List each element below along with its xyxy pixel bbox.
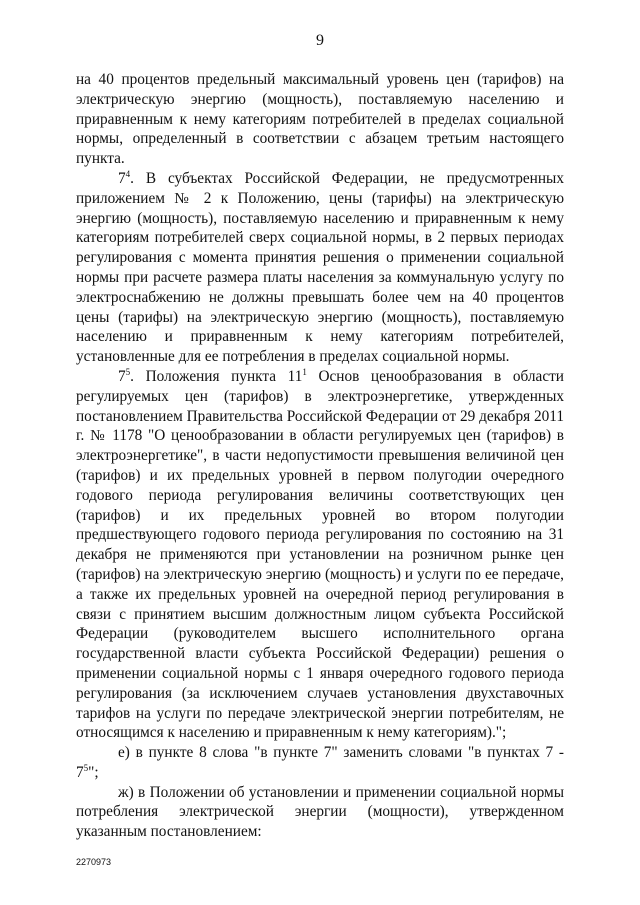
paragraph-text-b: "; bbox=[88, 763, 99, 781]
item-number: 7 bbox=[118, 367, 126, 385]
paragraph-text-b: Основ ценообразования в области регулируемых цен (тарифов) в электроэнергетике, утвержденных постановлением Правительства Российской Федерации от 29 декабря 2011 г. № 1178 "О ценообразовании в области регулируемых цен (тарифов) в электроэнергетике", в части недопустимости превышения величиной цен (тарифов) и их предельных уровней в первом полугодии очередного годового периода регулирования величины соответствующих цен (тарифов) и их предельных уровней во втором полугодии предшествующего годового периода регулирования по состоянию на 31 декабря не применяются при установлении на розничном рынке цен (тарифов) на электрическую энергию (мощность) и услуги по ее передаче, а также их предельных уровней на очередной период регулирования в связи с принятием высшим должностным лицом субъекта Российской Федерации (руководителем высшего исполнительного органа государственной власти субъекта Российской Федерации) решения о применении социальной нормы с 1 января очередного годового периода регулирования (за исключением случаев установления двухставочных тарифов на услуги по передаче электрической энергии потребителям, не относящимся к населению и приравненным к нему категориям)."; bbox=[76, 367, 564, 742]
paragraph-item-7-4 bbox=[76, 169, 564, 367]
paragraph-continuation: на 40 процентов предельный максимальный уровень цен (тарифов) на электрическую энергию (мощность), поставляемую населению и приравненным к нему категориям потребителей в пределах социальной нормы, определенный в соответствии с абзацем третьим настоящего пункта. bbox=[76, 71, 564, 168]
paragraph-text-a: . Положения пункта 11 bbox=[130, 367, 303, 385]
item-superscript: 5 bbox=[83, 762, 89, 773]
paragraph-item-7-5 bbox=[76, 367, 564, 743]
item-superscript: 4 bbox=[125, 168, 131, 179]
document-id: 2270973 bbox=[76, 857, 112, 867]
paragraph-subitem-zh: ж) в Положении об установлении и применении социальной нормы потребления электрической энергии (мощности), утвержденном указанным постановлением: bbox=[76, 783, 564, 841]
paragraph-text-a: е) в пункте 8 слова "в пункте 7" заменить словами "в пунктах 7 - 7 bbox=[76, 744, 564, 781]
paragraph-subitem-e bbox=[76, 743, 564, 783]
paragraph-text: . В субъектах Российской Федерации, не предусмотренных приложением № 2 к Положению, цены (тарифы) на электрическую энергию (мощность), поставляемую населению и приравненным к нему категориям потребителей сверх социальной нормы, в 2 первых периодах регулирования с момента принятия решения о применении социальной нормы при расчете размера платы населения за коммунальную услугу по электроснабжению не должны превышать более чем на 40 процентов цены (тарифы) на электрическую энергию (мощность), поставляемую населению и приравненным к нему категориям потребителей, установленные для ее потребления в пределах социальной нормы. bbox=[76, 169, 564, 366]
item-number: 7 bbox=[118, 169, 126, 187]
page-number: 9 bbox=[316, 32, 324, 49]
point-superscript: 1 bbox=[302, 366, 307, 377]
document-body bbox=[76, 70, 564, 842]
item-superscript: 5 bbox=[125, 366, 131, 377]
